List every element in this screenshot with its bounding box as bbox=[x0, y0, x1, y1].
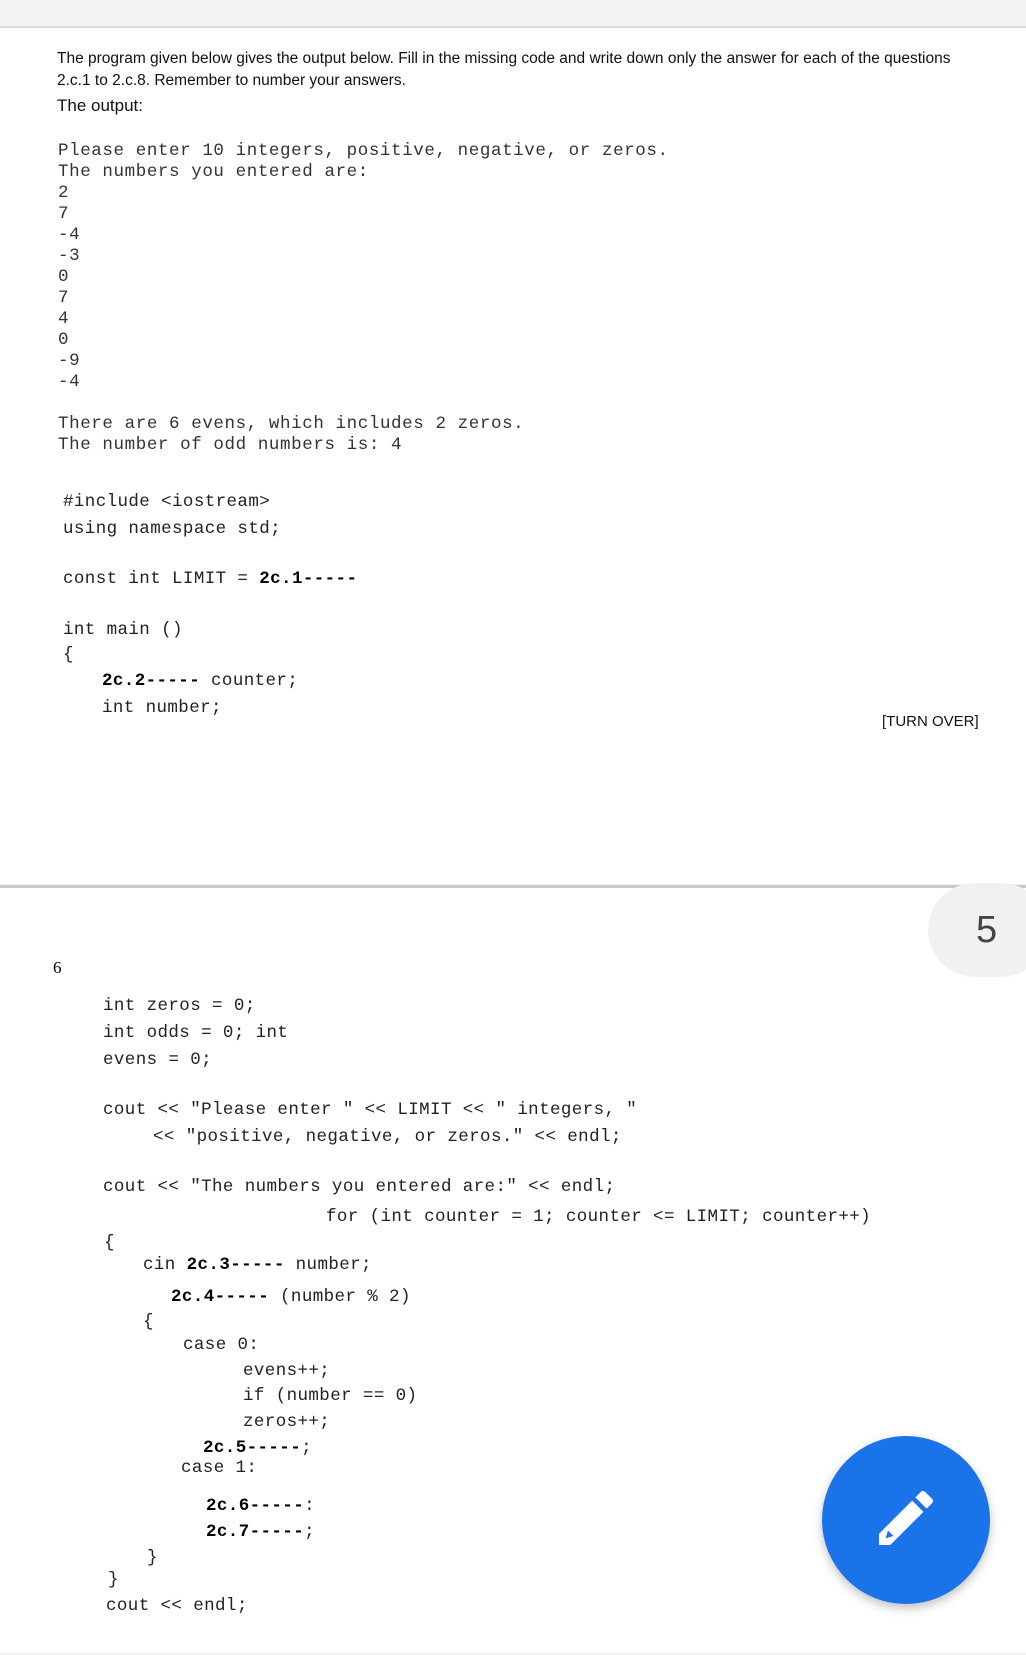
code-for-loop: for (int counter = 1; counter <= LIMIT; counter++) bbox=[326, 1207, 872, 1227]
edit-fab-button[interactable] bbox=[822, 1436, 990, 1604]
turn-over-note: [TURN OVER] bbox=[882, 713, 979, 730]
code-semicolon-7: ; bbox=[304, 1522, 316, 1542]
code-odds: int odds = 0; int bbox=[103, 1023, 289, 1043]
output-line: 0 bbox=[58, 267, 70, 287]
output-heading: The output: bbox=[57, 96, 144, 115]
code-2c7-line bbox=[206, 1522, 315, 1542]
code-evens-inc: evens++; bbox=[243, 1361, 331, 1381]
blank-2c1: 2c.1----- bbox=[259, 569, 358, 589]
code-case-1: case 1: bbox=[181, 1458, 258, 1478]
code-semicolon-5: ; bbox=[301, 1438, 313, 1458]
code-colon-6: : bbox=[304, 1496, 316, 1516]
output-line: -3 bbox=[58, 246, 81, 266]
blank-2c4: 2c.4----- bbox=[171, 1287, 270, 1307]
output-line: Please enter 10 integers, positive, negative, or zeros. bbox=[58, 141, 669, 161]
code-zeros-inc: zeros++; bbox=[243, 1412, 331, 1432]
output-line: There are 6 evens, which includes 2 zeros. bbox=[58, 414, 525, 434]
document-page-1 bbox=[0, 26, 1026, 884]
code-cout-numbers: cout << "The numbers you entered are:" << endl; bbox=[103, 1177, 616, 1197]
code-counter-line bbox=[102, 671, 298, 691]
blank-2c3: 2c.3----- bbox=[186, 1255, 285, 1275]
code-using: using namespace std; bbox=[63, 519, 282, 539]
code-cout-prompt-2: << "positive, negative, or zeros." << endl; bbox=[153, 1127, 622, 1147]
output-line: 2 bbox=[58, 183, 70, 203]
output-line bbox=[58, 392, 669, 413]
code-cout-prompt-1: cout << "Please enter " << LIMIT << " integers, " bbox=[103, 1100, 638, 1120]
code-cin-line bbox=[143, 1255, 372, 1275]
output-line: The number of odd numbers is: 4 bbox=[58, 435, 403, 455]
code-inner-brace-open: { bbox=[143, 1312, 154, 1332]
code-cin-suffix: number; bbox=[284, 1255, 372, 1275]
question-instructions: The program given below gives the output below. Fill in the missing code and write down only the answer for each of the questions 2.c.1 to 2.c.8. Remember to number your answers. bbox=[57, 50, 951, 89]
code-2c6-line bbox=[206, 1496, 315, 1516]
code-number-decl: int number; bbox=[102, 698, 222, 718]
code-zeros: int zeros = 0; bbox=[103, 996, 256, 1016]
page-indicator-number: 5 bbox=[976, 908, 998, 951]
pencil-icon bbox=[870, 1482, 942, 1559]
page-number: 6 bbox=[53, 958, 62, 977]
code-const-prefix: const int LIMIT = bbox=[63, 569, 260, 589]
code-evens: evens = 0; bbox=[103, 1050, 213, 1070]
blank-2c5: 2c.5----- bbox=[203, 1438, 302, 1458]
code-const-line bbox=[63, 569, 357, 589]
code-cout-endl: cout << endl; bbox=[106, 1596, 248, 1616]
output-line: 0 bbox=[58, 330, 70, 350]
code-include: #include <iostream> bbox=[63, 492, 271, 512]
code-inner-brace-close: } bbox=[147, 1548, 158, 1568]
output-line: -4 bbox=[58, 225, 81, 245]
blank-2c2: 2c.2----- bbox=[102, 671, 201, 691]
code-main: int main () bbox=[63, 620, 183, 640]
code-switch-line bbox=[171, 1287, 411, 1307]
code-counter-decl: counter; bbox=[200, 671, 299, 691]
code-case-0: case 0: bbox=[183, 1335, 260, 1355]
output-line: -9 bbox=[58, 351, 81, 371]
output-line: -4 bbox=[58, 372, 81, 392]
code-if-zero: if (number == 0) bbox=[243, 1386, 418, 1406]
output-line: The numbers you entered are: bbox=[58, 162, 369, 182]
page-indicator-badge bbox=[928, 883, 1026, 977]
program-output bbox=[58, 140, 669, 455]
output-line: 4 bbox=[58, 309, 70, 329]
code-brace-open: { bbox=[104, 1233, 115, 1253]
output-line: 7 bbox=[58, 288, 70, 308]
code-cin-prefix: cin bbox=[143, 1255, 187, 1275]
code-2c5-line bbox=[203, 1438, 312, 1458]
blank-2c6: 2c.6----- bbox=[206, 1496, 305, 1516]
code-switch-suffix: (number % 2) bbox=[269, 1287, 411, 1307]
code-open-brace: { bbox=[63, 645, 74, 665]
output-line: 7 bbox=[58, 204, 70, 224]
blank-2c7: 2c.7----- bbox=[206, 1522, 305, 1542]
code-brace-close: } bbox=[108, 1570, 119, 1590]
